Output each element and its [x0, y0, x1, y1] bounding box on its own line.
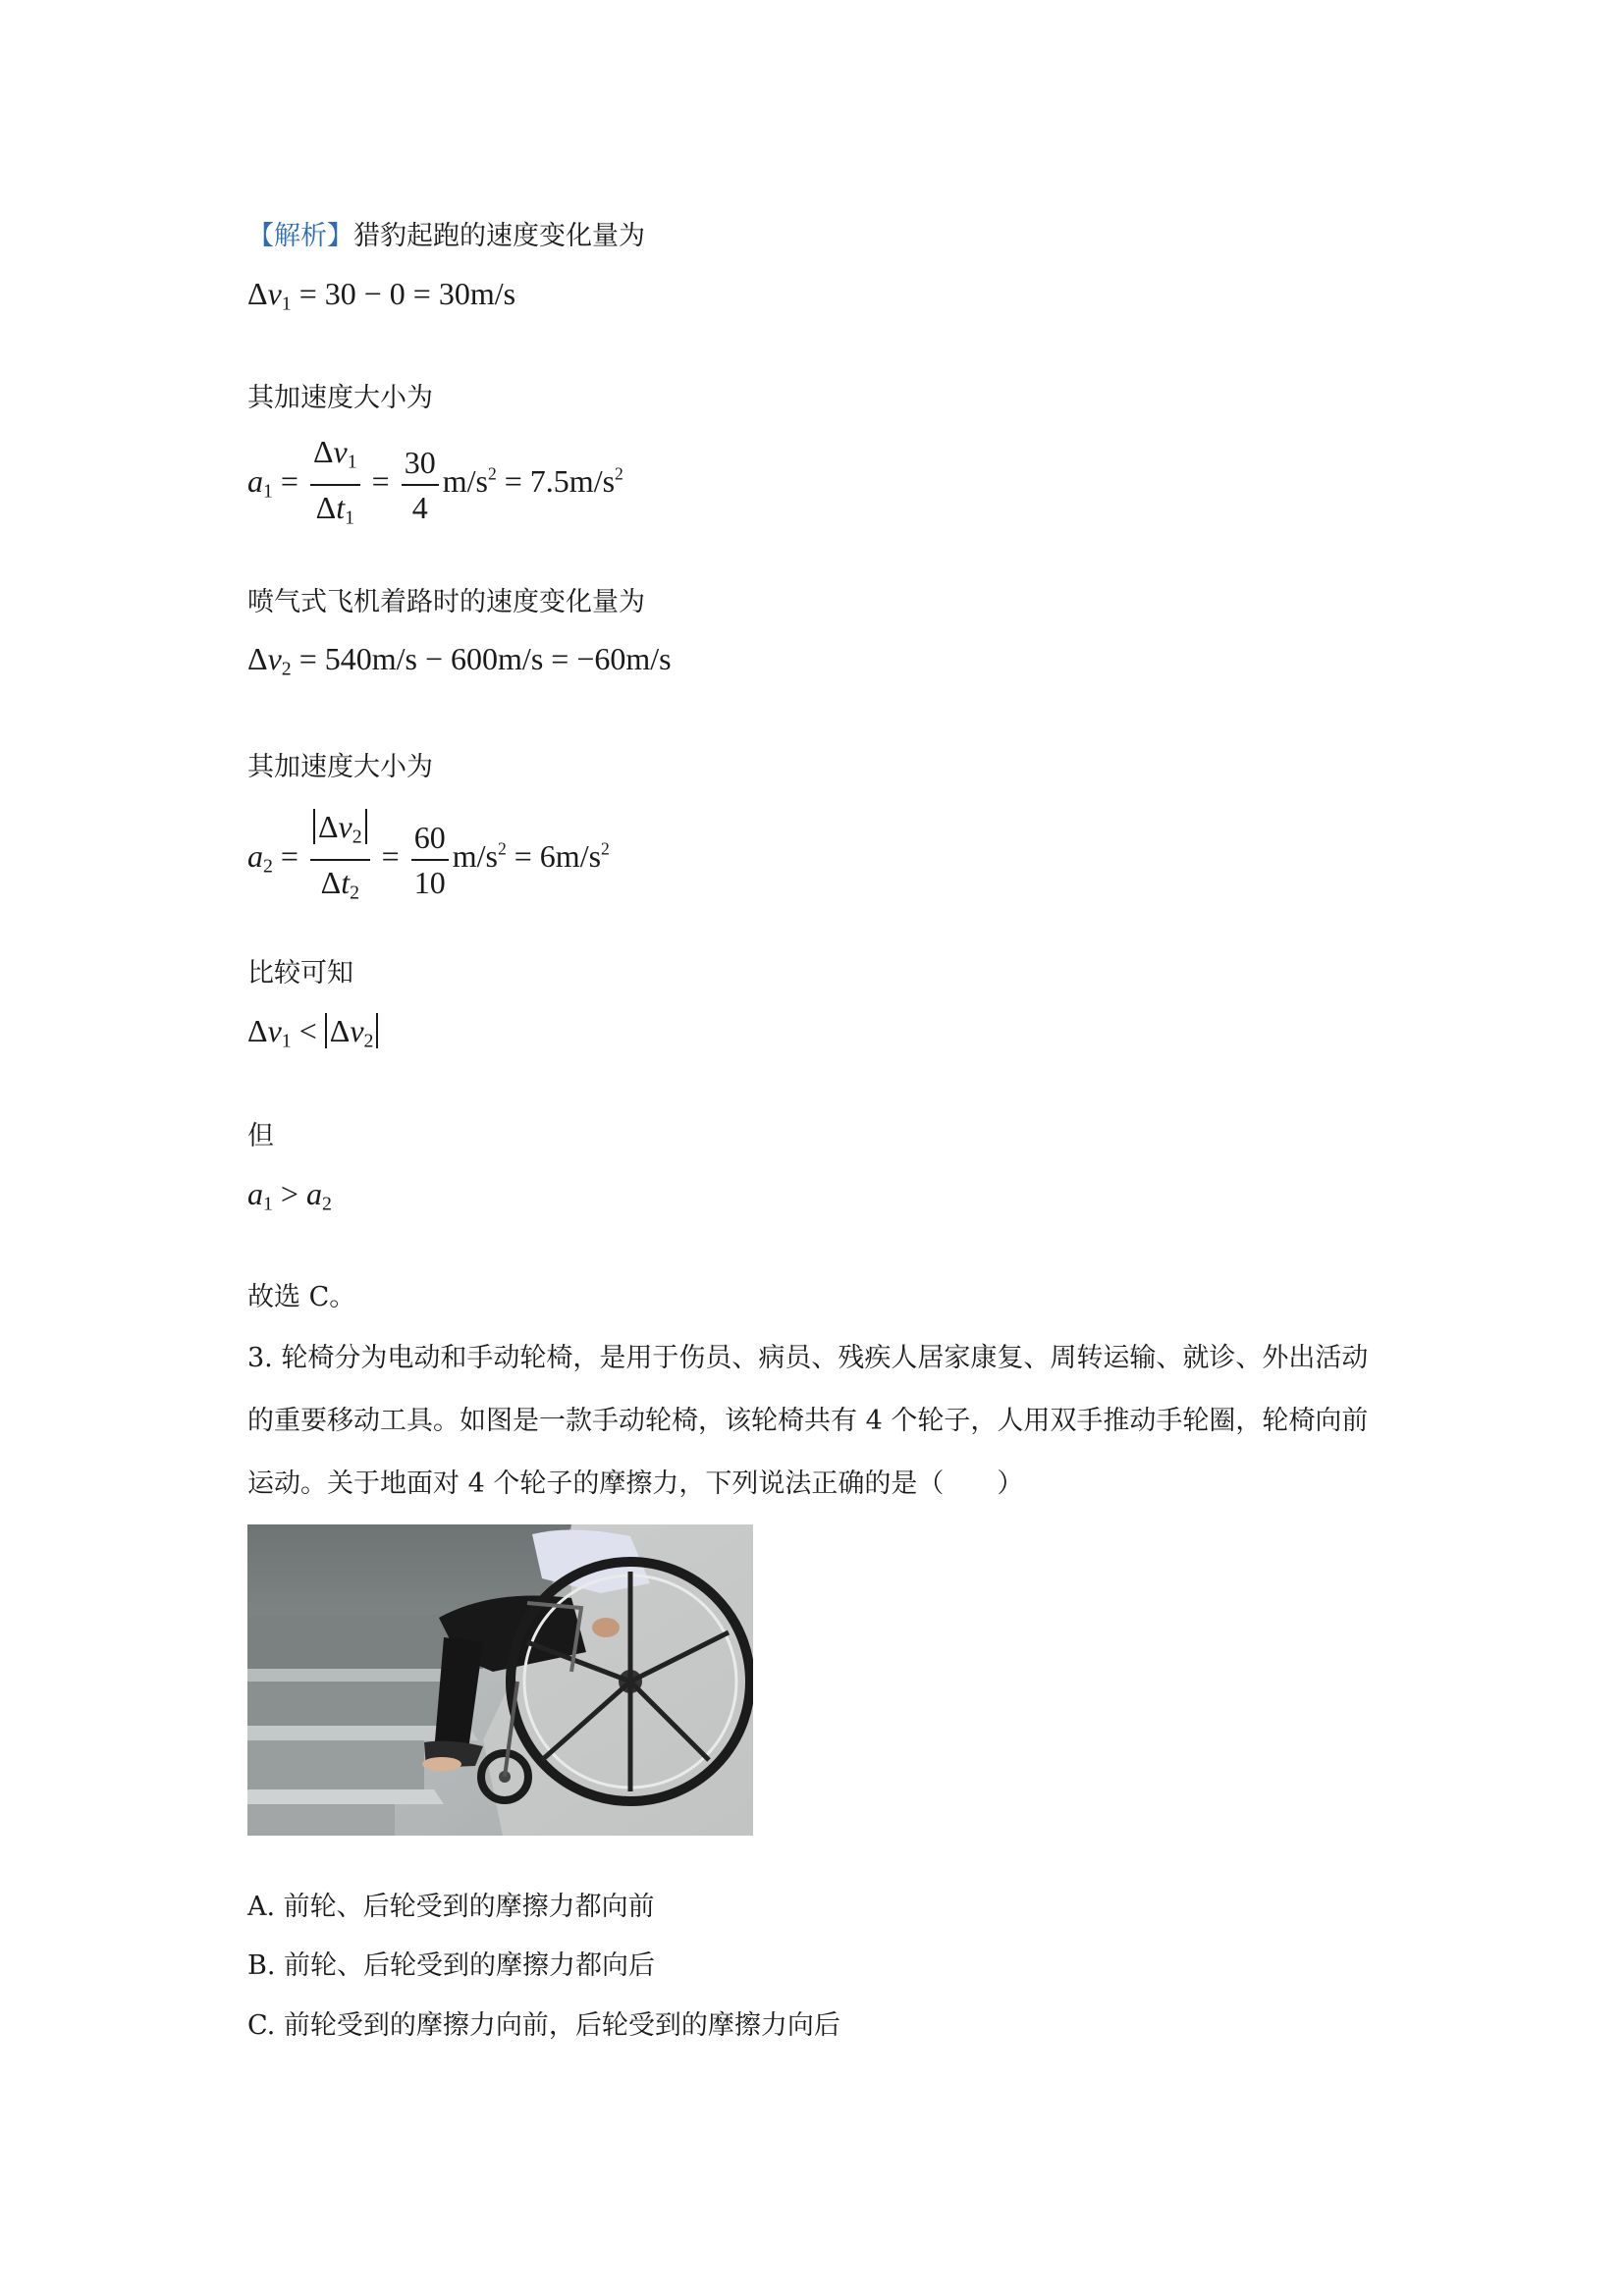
analysis-line-2: 其加速度大小为 — [247, 383, 433, 413]
fraction-60-10-num: 60 — [411, 818, 449, 861]
fraction-60-10 — [411, 818, 449, 902]
wheelchair-photo — [247, 1524, 753, 1836]
eq1-rest: = 30 − 0 = 30m/s — [291, 276, 516, 311]
analysis-line-6: 但 — [247, 1121, 274, 1151]
option-b: B. 前轮、后轮受到的摩擦力都向后 — [247, 1950, 656, 1981]
fraction-30-4-den: 4 — [411, 489, 428, 525]
equation-delta-v2: $\Delta v_2 = 540m/s - 600m/s = -60m/s$ — [247, 641, 672, 680]
fraction-60-10-den: 10 — [413, 864, 446, 900]
equation-delta-v1: $\Delta v_1 = 30 - 0 = 30m/s$ — [247, 276, 516, 315]
analysis-label: 【解析】 — [247, 221, 353, 251]
eq2-result: = 7.5m/s — [496, 462, 616, 499]
equation-a1: $a_1$ = $\frac{\Delta v_1}{\Delta t_1}$ = $\frac{30}{4}$ $m/s^2 = 7.5m/s^2$ — [247, 432, 623, 537]
analysis-header — [247, 217, 645, 256]
equation-compare-dv: $\Delta v_1 < \Delta v_2$ — [247, 1013, 378, 1053]
analysis-line-4: 其加速度大小为 — [247, 752, 433, 782]
fraction-30-4-num: 30 — [402, 443, 439, 486]
fraction-absdv2-dt2: $\frac{\Delta v_2}{\Delta t_2}$ — [310, 807, 370, 912]
answer-line: 故选 C。 — [247, 1282, 356, 1312]
analysis-line-5: 比较可知 — [247, 958, 353, 988]
eq2-unit: m/s — [442, 462, 488, 499]
option-c: C. 前轮受到的摩擦力向前，后轮受到的摩擦力向后 — [247, 2010, 840, 2041]
option-a: A. 前轮、后轮受到的摩擦力都向前 — [247, 1892, 655, 1922]
eq4-result: = 6m/s — [506, 837, 602, 874]
analysis-line-1: 猎豹起跑的速度变化量为 — [353, 221, 645, 251]
fraction-dv1-dt1: $\frac{\Delta v_1}{\Delta t_1}$ — [310, 432, 360, 537]
equation-compare-a: $a_1 > a_2$ — [247, 1176, 332, 1215]
equation-a2: $a_2$ = $\frac{\Delta v_2}{\Delta t_2}$ = $\frac{60}{10}$ $m/s^2 = 6m/s^2$ — [247, 807, 610, 912]
eq3-rest: = 540m/s − 600m/s = −60m/s — [291, 641, 672, 676]
question-3-text: 3. 轮椅分为电动和手动轮椅，是用于伤员、病员、残疾人居家康复、周转运输、就诊、外出活动的重要移动工具。如图是一款手动轮椅，该轮椅共有 4 个轮子，人用双手推动手轮圈，轮椅向前运动。关于地面对 4 个轮子的摩擦力，下列说法正确的是（ ） — [247, 1343, 1369, 1499]
analysis-line-3: 喷气式飞机着路时的速度变化量为 — [247, 587, 645, 617]
fraction-30-4 — [402, 443, 439, 527]
eq4-unit: m/s — [452, 837, 498, 874]
